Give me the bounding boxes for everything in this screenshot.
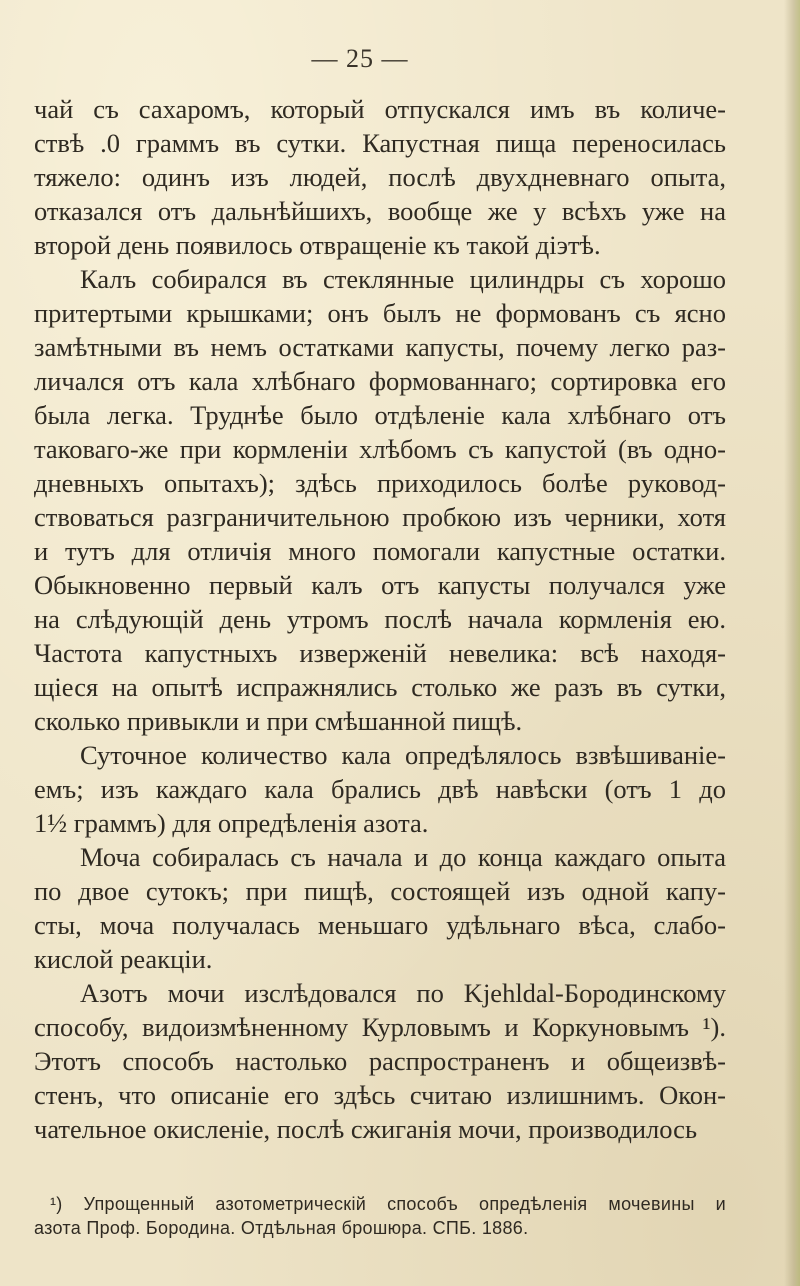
footnote	[34, 1192, 726, 1240]
text-line: замѣтными въ немъ остатками капусты, почему легко раз-	[34, 332, 726, 362]
text-line: тяжело: одинъ изъ людей, послѣ двухдневнаго опыта,	[34, 162, 726, 192]
text-line: Обыкновенно первый калъ отъ капусты получался уже	[34, 570, 726, 600]
text-line: дневныхъ опытахъ); здѣсь приходилось болѣе руковод-	[34, 468, 726, 498]
text-line: кислой реакціи.	[34, 944, 213, 974]
text-line: по двое сутокъ; при пищѣ, состоящей изъ одной капу-	[34, 876, 726, 906]
text-line: таковаго-же при кормленіи хлѣбомъ съ капустой (въ одно-	[34, 434, 726, 464]
body-text	[34, 92, 726, 1146]
text-line: и тутъ для отличія много помогали капустные остатки.	[34, 536, 726, 566]
text-line: Калъ собирался въ стеклянные цилиндры съ хорошо	[80, 264, 726, 294]
text-line: способу, видоизмѣненному Курловымъ и Коркуновымъ ¹).	[34, 1012, 726, 1042]
text-line: чательное окисленіе, послѣ сжиганія мочи, производилось	[34, 1114, 698, 1144]
text-line: притертыми крышками; онъ былъ не формованъ съ ясно	[34, 298, 726, 328]
text-line: чай съ сахаромъ, который отпускался имъ въ количе-	[34, 94, 726, 124]
text-line: ствѣ .0 граммъ въ сутки. Капустная пища переносилась	[34, 128, 726, 158]
text-line: была легка. Труднѣе было отдѣленіе кала хлѣбнаго отъ	[34, 400, 726, 430]
footnote-line: азота Проф. Бородина. Отдѣльная брошюра. СПБ. 1886.	[34, 1218, 529, 1238]
text-line: щіеся на опытѣ испражнялись столько же разъ въ сутки,	[34, 672, 726, 702]
text-line: личался отъ кала хлѣбнаго формованнаго; сортировка его	[34, 366, 726, 396]
text-line: емъ; изъ каждаго кала брались двѣ навѣски (отъ 1 до	[34, 774, 726, 804]
text-line: на слѣдующій день утромъ послѣ начала кормленія ею.	[34, 604, 726, 634]
page-number: — 25 —	[311, 44, 409, 73]
text-line: отказался отъ дальнѣйшихъ, вообще же у всѣхъ уже на	[34, 196, 726, 226]
text-line: стенъ, что описаніе его здѣсь считаю излишнимъ. Окон-	[34, 1080, 726, 1110]
text-line: сты, моча получалась меньшаго удѣльнаго вѣса, слабо-	[34, 910, 726, 940]
text-line: Моча собиралась съ начала и до конца каждаго опыта	[80, 842, 726, 872]
text-line: Частота капустныхъ изверженій невелика: всѣ находя-	[34, 638, 726, 668]
text-line: второй день появилось отвращеніе къ такой діэтѣ.	[34, 230, 601, 260]
text-line: 1½ граммъ) для опредѣленія азота.	[34, 808, 429, 838]
text-line: Суточное количество кала опредѣлялось взвѣшиваніе-	[80, 740, 726, 770]
footnote-line: ¹) Упрощенный азотометрическій способъ опредѣленія мочевины и	[50, 1194, 726, 1214]
page-edge-shadow	[784, 0, 800, 1286]
text-line: ствоваться разграничительною пробкою изъ черники, хотя	[34, 502, 726, 532]
text-line: Азотъ мочи изслѣдовался по Kjehldal-Бородинскому	[80, 978, 726, 1008]
text-line: Этотъ способъ настолько распространенъ и общеизвѣ-	[34, 1046, 726, 1076]
text-line: сколько привыкли и при смѣшанной пищѣ.	[34, 706, 523, 736]
